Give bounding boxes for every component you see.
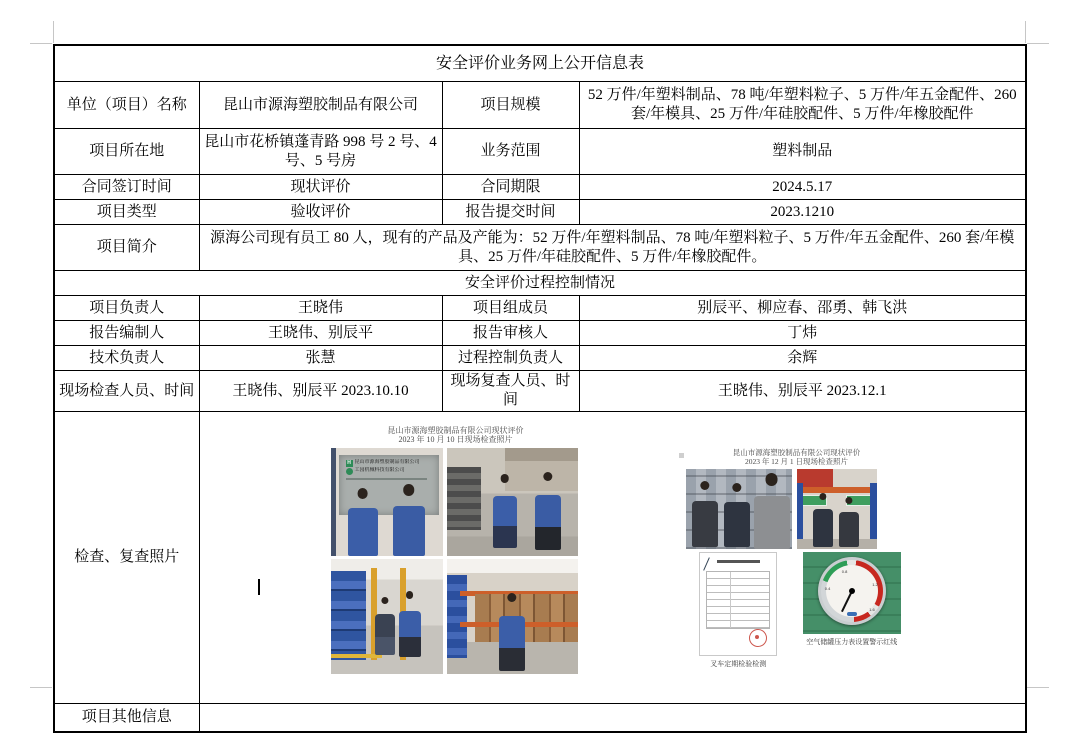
cell-value-team-members[interactable]: 别辰平、柳应春、邵勇、韩飞洪 xyxy=(579,296,1026,321)
row-project-type xyxy=(54,200,1026,225)
photo-grid-left xyxy=(331,448,581,674)
photo-yard-two-men[interactable] xyxy=(447,448,578,556)
cell-label-report-submit-date[interactable]: 报告提交时间 xyxy=(442,200,579,225)
photo-caption-forklift-doc[interactable]: 叉车定期检验检测 xyxy=(710,660,767,668)
photo-grid-right-row2 xyxy=(686,552,908,668)
gauge-hub xyxy=(849,588,855,594)
red-stamp-icon xyxy=(749,629,767,647)
cell-label-business-scope[interactable]: 业务范围 xyxy=(442,129,579,175)
cardboard-stacks xyxy=(475,594,577,642)
cell-label-other-info[interactable]: 项目其他信息 xyxy=(54,704,199,733)
sign-text-2: 工园机械科技有限公司 xyxy=(354,468,405,473)
photo-group-caption-line1[interactable]: 昆山市源海塑胶制品有限公司现状评价 xyxy=(732,448,861,457)
person-figure xyxy=(399,591,421,657)
person-figure xyxy=(375,597,395,655)
sign-line-1 xyxy=(346,459,437,467)
margin-mark-bottom-left-h xyxy=(30,687,52,688)
cell-value-unit-name[interactable]: 昆山市源海塑胶制品有限公司 xyxy=(199,82,442,129)
cell-label-unit-name[interactable]: 单位（项目）名称 xyxy=(54,82,199,129)
row-tech-leader xyxy=(54,346,1026,371)
person-figure xyxy=(724,483,750,547)
cell-value-project-type[interactable]: 验收评价 xyxy=(199,200,442,225)
safety-evaluation-info-table xyxy=(53,44,1027,733)
cell-label-location[interactable]: 项目所在地 xyxy=(54,129,199,175)
blue-rack-upright xyxy=(870,483,876,541)
gauge-tick: 0.4 xyxy=(824,585,831,591)
blue-rack-upright xyxy=(797,483,803,541)
photo-group-inspection[interactable] xyxy=(331,426,581,674)
company-logo-icon: H xyxy=(347,460,351,466)
person-figure xyxy=(839,497,859,547)
row-project-intro xyxy=(54,225,1026,271)
margin-mark-top-left-h xyxy=(30,43,52,44)
photo-warehouse-aisle[interactable] xyxy=(331,559,443,674)
person-figure xyxy=(692,481,718,547)
photo-two-people-racks[interactable] xyxy=(797,469,877,549)
table-title[interactable]: 安全评价业务网上公开信息表 xyxy=(54,45,1026,82)
pen-mark xyxy=(704,557,711,570)
document-table-rows xyxy=(706,571,770,629)
cell-value-report-reviewer[interactable]: 丁炜 xyxy=(579,321,1026,346)
cell-value-project-leader[interactable]: 王晓伟 xyxy=(199,296,442,321)
cell-value-report-author[interactable]: 王晓伟、别辰平 xyxy=(199,321,442,346)
blue-rack-shelves xyxy=(331,571,367,661)
cell-label-process-control-leader[interactable]: 过程控制负责人 xyxy=(442,346,579,371)
person-figure xyxy=(754,473,790,549)
row-site-check xyxy=(54,371,1026,412)
document-header-line xyxy=(717,560,760,563)
row-location xyxy=(54,129,1026,175)
gauge-tick: 0.8 xyxy=(841,568,848,574)
row-project-leader xyxy=(54,296,1026,321)
row-section2 xyxy=(54,271,1026,296)
photo-inspection-document[interactable] xyxy=(699,552,777,656)
cell-label-contract-date[interactable]: 合同签订时间 xyxy=(54,175,199,200)
cell-label-project-intro[interactable]: 项目简介 xyxy=(54,225,199,271)
photo-grid-right-row1 xyxy=(686,469,908,549)
person-figure xyxy=(535,472,561,550)
cell-label-project-leader[interactable]: 项目负责人 xyxy=(54,296,199,321)
person-figure xyxy=(499,593,525,671)
photo-group-caption-line2[interactable]: 2023 年 10 月 10 日现场检查照片 xyxy=(398,435,513,444)
blue-box-column xyxy=(447,575,468,658)
cell-value-location[interactable]: 昆山市花桥镇蓬青路 998 号 2 号、4 号、5 号房 xyxy=(199,129,442,175)
cell-value-project-scale[interactable]: 52 万件/年塑料制品、78 吨/年塑料粒子、5 万件/年五金配件、260 套/年模具、25 万件/年硅胶配件、5 万件/年橡胶配件 xyxy=(579,82,1026,129)
photo-group-caption-line1[interactable]: 昆山市源海塑胶制品有限公司现状评价 xyxy=(387,426,524,435)
gauge-figure xyxy=(796,552,907,646)
cell-label-site-check[interactable]: 现场检查人员、时间 xyxy=(54,371,199,412)
floor xyxy=(797,539,877,549)
forklift-doc-figure xyxy=(686,552,792,668)
gauge-tick: 1.6 xyxy=(869,606,875,612)
cell-label-contract-term[interactable]: 合同期限 xyxy=(442,175,579,200)
doorframe-strip xyxy=(331,448,336,556)
cell-label-project-scale[interactable]: 项目规模 xyxy=(442,82,579,129)
person-figure xyxy=(393,484,425,556)
cell-label-team-members[interactable]: 项目组成员 xyxy=(442,296,579,321)
sign-line-2 xyxy=(346,467,437,475)
cell-value-report-submit-date[interactable]: 2023.1210 xyxy=(579,200,1026,225)
cell-value-process-control-leader[interactable]: 余辉 xyxy=(579,346,1026,371)
margin-mark-top-right-v xyxy=(1025,21,1026,43)
person-figure xyxy=(813,493,833,547)
photo-group-selfie[interactable] xyxy=(686,469,792,549)
photo-group-caption-line2[interactable]: 2023 年 12 月 1 日现场检查照片 xyxy=(744,457,849,466)
partner-logo-icon xyxy=(346,468,353,475)
cell-label-photos[interactable]: 检查、复查照片 xyxy=(54,412,199,704)
pressure-gauge-icon xyxy=(818,557,886,625)
text-cursor xyxy=(258,579,260,595)
cell-photos-content[interactable] xyxy=(199,412,1026,704)
orange-rack-beam xyxy=(797,487,877,493)
row-title xyxy=(54,45,1026,82)
cell-label-site-recheck[interactable]: 现场复查人员、时间 xyxy=(442,371,579,412)
cell-value-site-recheck[interactable]: 王晓伟、别辰平 2023.12.1 xyxy=(579,371,1026,412)
cell-value-other-info[interactable] xyxy=(199,704,1026,733)
cell-value-business-scope[interactable]: 塑料制品 xyxy=(579,129,1026,175)
cell-value-tech-leader[interactable]: 张慧 xyxy=(199,346,442,371)
sign-text-1: 昆山市源海塑胶制品有限公司 xyxy=(354,460,420,465)
gauge-tick: 1.2 xyxy=(872,581,878,587)
row-contract-date xyxy=(54,175,1026,200)
row-report-author xyxy=(54,321,1026,346)
photo-group-recheck[interactable] xyxy=(686,448,908,668)
object-anchor-mark xyxy=(679,453,684,458)
person-figure xyxy=(348,488,378,556)
sign-line-3 xyxy=(346,478,428,480)
person-figure xyxy=(493,474,517,548)
cell-label-report-author[interactable]: 报告编制人 xyxy=(54,321,199,346)
photo-pressure-gauge[interactable] xyxy=(803,552,901,634)
outdoor-rack xyxy=(447,467,481,530)
cell-label-tech-leader[interactable]: 技术负责人 xyxy=(54,346,199,371)
cell-value-project-intro[interactable]: 源海公司现有员工 80 人，现有的产品及产能为：52 万件/年塑料制品、78 吨/年塑料粒子、5 万件/年五金配件、260 套/年模具、25 万件/年硅胶配件、5 万件/年橡胶配件。 xyxy=(199,225,1026,271)
row-other-info xyxy=(54,704,1026,733)
margin-mark-top-left-v xyxy=(53,21,54,43)
photo-caption-gauge[interactable]: 空气储罐压力表设置警示红线 xyxy=(806,638,898,646)
section2-title[interactable]: 安全评价过程控制情况 xyxy=(54,271,1026,296)
margin-mark-top-right-h xyxy=(1027,43,1049,44)
cell-label-report-reviewer[interactable]: 报告审核人 xyxy=(442,321,579,346)
photo-warehouse-cartons[interactable] xyxy=(447,559,578,674)
margin-mark-bottom-right-h xyxy=(1027,687,1049,688)
cell-value-contract-date[interactable]: 现状评价 xyxy=(199,175,442,200)
cell-value-contract-term[interactable]: 2024.5.17 xyxy=(579,175,1026,200)
row-unit-name xyxy=(54,82,1026,129)
row-photos xyxy=(54,412,1026,704)
cell-label-project-type[interactable]: 项目类型 xyxy=(54,200,199,225)
gauge-brand-logo xyxy=(847,612,857,616)
cell-value-site-check[interactable]: 王晓伟、别辰平 2023.10.10 xyxy=(199,371,442,412)
photo-company-sign-group[interactable] xyxy=(331,448,443,556)
